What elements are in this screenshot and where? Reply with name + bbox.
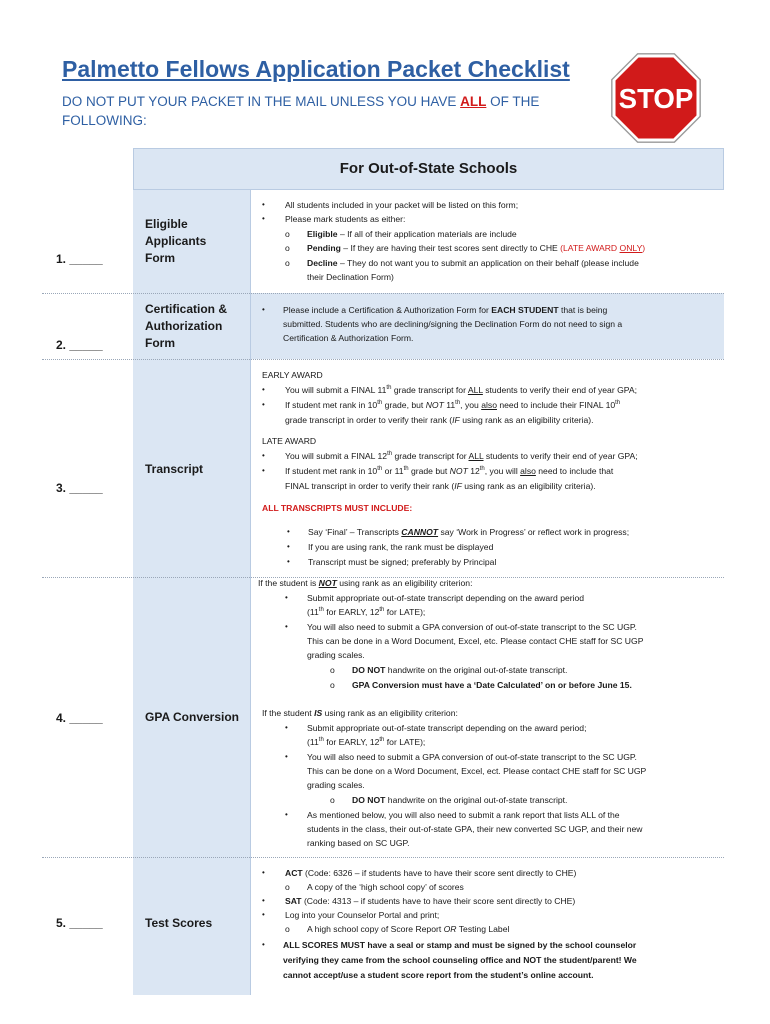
row-number-2: 2. _____ — [56, 338, 103, 352]
row-label-2: Certification & Authorization Form — [145, 302, 228, 350]
r1-line: their Declination Form) — [307, 272, 394, 282]
r1-line: Decline – They do not want you to submit an application on their behalf (please include — [307, 258, 639, 268]
r3-line: LATE AWARD — [262, 436, 317, 446]
r4-line: (11th for EARLY, 12th for LATE); — [307, 737, 426, 747]
subtitle-text-2: OF THE FOLLOWING: — [62, 94, 540, 128]
r2-line: Certification & Authorization Form. — [283, 333, 414, 343]
document-title: Palmetto Fellows Application Packet Checklist — [62, 56, 570, 82]
row-divider — [42, 359, 724, 360]
r3-line: If student met rank in 10th or 11th grade but NOT 12th, you will also need to include that — [285, 466, 614, 476]
bullet-icon: • — [262, 940, 265, 949]
r1-line: Pending – If they are having their test scores sent directly to CHE (LATE AWARD ONLY) — [307, 243, 646, 253]
r4-line: DO NOT handwrite on the original out-of-state transcript. — [352, 665, 568, 675]
bullet-icon: • — [262, 451, 265, 460]
r3-line: grade transcript in order to verify their rank (IF using rank as an eligibility criteria). — [285, 415, 594, 425]
bullet-icon: • — [287, 527, 290, 536]
r4-line: (11th for EARLY, 12th for LATE); — [307, 607, 426, 617]
r4-line: This can be done in a Word Document, Excel, etc. Please contact CHE staff for SC UGP — [307, 636, 644, 646]
stop-sign-icon — [610, 52, 702, 144]
section-header — [133, 148, 724, 190]
bullet-icon: • — [262, 200, 265, 209]
bullet-icon: • — [285, 723, 288, 732]
row-label-5: Test Scores — [145, 916, 213, 930]
r4-line: Submit appropriate out-of-state transcript depending on the award period — [307, 593, 585, 603]
bullet-icon: • — [262, 400, 265, 409]
row-number-5: 5. _____ — [56, 916, 103, 930]
row-divider — [42, 857, 724, 858]
bullet-icon: • — [262, 385, 265, 394]
r4-line: students in the class, their out-of-state GPA, their new converted SC UGP, and their new — [307, 824, 643, 834]
bullet-icon: • — [262, 214, 265, 223]
r3-line: FINAL transcript in order to verify their rank (IF using rank as an eligibility criteria). — [285, 481, 596, 491]
r5-line: ALL SCORES MUST have a seal or stamp and must be signed by the school counselor — [283, 940, 637, 950]
r4-line: grading scales. — [307, 650, 365, 660]
section-header-text: For Out-of-State Schools — [339, 160, 518, 177]
r3-line: EARLY AWARD — [262, 370, 323, 380]
row-number-1: 1. _____ — [56, 252, 103, 266]
bullet-icon: • — [262, 466, 265, 475]
bullet-icon: • — [285, 593, 288, 602]
r4-line: This can be done on a Word Document, Excel, ect. Please contact CHE staff for SC UGP — [307, 766, 647, 776]
r5-line: cannot accept/use a student score report from the student’s online account. — [283, 970, 594, 980]
bullet-icon: • — [285, 810, 288, 819]
r3-line: You will submit a FINAL 11th grade transcript for ALL students to verify their end of year GPA; — [285, 385, 637, 395]
document-subtitle — [62, 92, 602, 130]
r2-line: Please include a Certification & Authorization Form for EACH STUDENT that is being — [283, 305, 608, 315]
r4-line: Submit appropriate out-of-state transcript depending on the award period; — [307, 723, 587, 733]
r5-line: Log into your Counselor Portal and print; — [285, 910, 440, 920]
r3-line: If you are using rank, the rank must be displayed — [308, 542, 494, 552]
r4-line: You will also need to submit a GPA conversion of out-of-state transcript to the SC UGP. — [307, 622, 637, 632]
r4-line: GPA Conversion must have a ‘Date Calculated’ on or before June 15. — [352, 680, 632, 690]
bullet-icon: • — [262, 305, 265, 314]
sub-bullet-icon: o — [285, 924, 290, 934]
bullet-icon: • — [262, 896, 265, 905]
r1-line: All students included in your packet will be listed on this form; — [285, 200, 519, 210]
r4-line: As mentioned below, you will also need to submit a rank report that lists ALL of the — [307, 810, 620, 820]
bullet-icon: • — [285, 752, 288, 761]
bullet-icon: • — [262, 910, 265, 919]
r3-line: If student met rank in 10th grade, but NOT 11th, you also need to include their FINAL 10th — [285, 400, 621, 410]
subtitle-all-emphasis: ALL — [460, 94, 487, 109]
row-divider — [42, 293, 724, 294]
r5-line: ACT (Code: 6326 – if students have to have their score sent directly to CHE) — [285, 868, 577, 878]
row-label-1: Eligible Applicants Form — [145, 217, 207, 265]
row-number-3: 3. _____ — [56, 481, 103, 495]
r3-line: Say ‘Final’ – Transcripts CANNOT say ‘Work in Progress’ or reflect work in progress; — [308, 527, 630, 537]
bullet-icon: • — [287, 557, 290, 566]
r1-line: Please mark students as either: — [285, 214, 406, 224]
bullet-icon: • — [285, 622, 288, 631]
sub-bullet-icon: o — [285, 229, 290, 239]
sub-bullet-icon: o — [285, 243, 290, 253]
subtitle-text-1: DO NOT PUT YOUR PACKET IN THE MAIL UNLESS YOU HAVE — [62, 94, 461, 109]
r5-line: A copy of the ‘high school copy’ of scores — [307, 882, 464, 892]
row-number-4: 4. _____ — [56, 711, 103, 725]
sub-bullet-icon: o — [330, 665, 335, 675]
sub-bullet-icon: o — [330, 795, 335, 805]
r5-line: A high school copy of Score Report OR Testing Label — [307, 924, 510, 934]
r5-line: verifying they came from the school counseling office and NOT the student/parent! We — [283, 955, 637, 965]
r4-line: DO NOT handwrite on the original out-of-state transcript. — [352, 795, 568, 805]
r4-line: You will also need to submit a GPA conversion of out-of-state transcript to the SC UGP. — [307, 752, 637, 762]
r4-line: If the student is NOT using rank as an eligibility criterion: — [258, 578, 473, 588]
bullet-icon: • — [262, 868, 265, 877]
sub-bullet-icon: o — [285, 258, 290, 268]
sub-bullet-icon: o — [330, 680, 335, 690]
row-label-4: GPA Conversion — [145, 710, 240, 724]
stop-sign-text: STOP — [618, 83, 694, 115]
sub-bullet-icon: o — [285, 882, 290, 892]
r4-line: grading scales. — [307, 780, 365, 790]
r4-line: ranking based on SC UGP. — [307, 838, 410, 848]
row-label-3: Transcript — [145, 462, 204, 476]
r3-line: You will submit a FINAL 12th grade transcript for ALL students to verify their end of year GPA; — [285, 451, 638, 461]
r4-line: If the student IS using rank as an eligibility criterion: — [262, 708, 458, 718]
r1-line: Eligible – If all of their application materials are include — [307, 229, 517, 239]
r5-line: SAT (Code: 4313 – if students have to have their score sent directly to CHE) — [285, 896, 576, 906]
r2-line: submitted. Students who are declining/signing the Declination Form do not need to sign a — [283, 319, 623, 329]
r3-line: ALL TRANSCRIPTS MUST INCLUDE: — [262, 503, 413, 513]
r3-line: Transcript must be signed; preferably by Principal — [308, 557, 497, 567]
bullet-icon: • — [287, 542, 290, 551]
